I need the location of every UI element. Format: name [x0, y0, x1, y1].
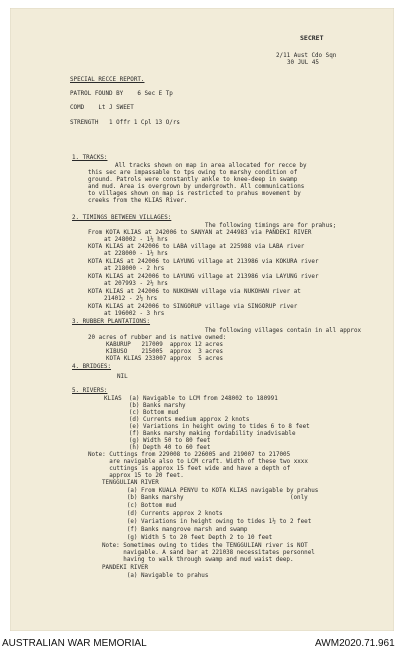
rivers-line: PANDEKI RIVER — [102, 565, 149, 571]
footer — [0, 635, 405, 653]
timings-line: From KOTA KLIAS at 242006 to SANYAN at 244983 via PANDEKI RIVER — [88, 230, 312, 236]
rubber-intro-continued: 20 acres of rubber and is native owned: — [88, 335, 227, 341]
document-page — [10, 8, 394, 631]
timings-line: KOTA KLIAS at 242006 to LAYUNG village at 213986 via KOKURA river — [88, 259, 319, 265]
rivers-line: TENGGULIAN RIVER — [102, 480, 159, 486]
patrol-found-by: PATROL FOUND BY 6 Sec E Tp — [70, 91, 173, 97]
rivers-line: (e) Variations in height owing to tides 1½ to 2 feet — [102, 519, 312, 525]
rubber-village-row: KOTA KLIAS 233007 approx 5 acres — [106, 356, 224, 362]
rivers-line: KLIAS (a) Navigable to LCM from 248002 to 180991 — [104, 396, 278, 402]
rivers-line: (f) Banks mangrove marsh and swamp — [102, 527, 248, 533]
rivers-line: (a) Navigable to prahus — [102, 573, 209, 579]
rivers-line: (b) Banks marshy — [104, 403, 186, 409]
classification-marking: SECRET — [300, 34, 324, 42]
timings-line: KOTA KLIAS at 242006 to NUKOHAN village via NUKOHAN river at — [88, 289, 301, 295]
timings-line: 214012 - 2½ hrs — [104, 296, 158, 302]
rivers-line: having to walk through swamp and mud waist deep. — [102, 557, 294, 563]
rubber-village-row: KIBUSO 215005 approx 3 acres — [106, 349, 224, 355]
tracks-line: this sec are impassable to tps owing to marshy condition of — [88, 170, 298, 176]
tracks-line: creeks from the KLIAS River. — [88, 198, 188, 204]
rubber-intro: The following villages contain in all approx — [205, 328, 362, 334]
tracks-line: and mud. Area is overgrown by undergrowth. All communications — [88, 184, 305, 190]
timings-line: KOTA KLIAS at 242006 to LABA village at 225988 via LABA river — [88, 244, 305, 250]
rivers-line: (g) Width 5 to 20 feet Depth 2 to 10 feet — [102, 535, 273, 541]
tracks-line: to villages shown on map is restricted to prahus movement by — [88, 191, 301, 197]
timings-intro: The following timings are for prahus; — [205, 223, 337, 229]
unit-designation: 2/11 Aust Cdo Sqn — [276, 53, 337, 59]
section-rivers-heading: 5. RIVERS: — [72, 388, 108, 394]
section-rubber-heading: 3. RUBBER PLANTATIONS: — [72, 319, 151, 325]
rivers-line: (c) Bottom mud — [102, 503, 177, 509]
patrol-commander: COMD Lt J SWEET — [70, 105, 134, 111]
section-tracks-heading: 1. TRACKS: — [72, 155, 108, 161]
footer-institution: AUSTRALIAN WAR MEMORIAL — [2, 638, 147, 649]
rivers-line: (d) Currents approx 2 knots — [102, 511, 223, 517]
rivers-line: (f) Banks marshy making fordability inadvisable — [104, 431, 296, 437]
timings-line: at 196002 - 3 hrs — [104, 311, 165, 317]
timings-line: at 218000 - 2 hrs — [104, 266, 165, 272]
timings-line: at 228000 - 1½ hrs — [104, 251, 168, 257]
section-timings-heading: 2. TIMINGS BETWEEN VILLAGES: — [72, 215, 172, 221]
rivers-line: (a) From KUALA PENYU to KOTA KLIAS navigable by prahus — [102, 488, 319, 494]
rivers-line: are navigable also to LCM craft. Width of these two xxxx — [88, 459, 308, 465]
rivers-line: (g) Width 50 to 80 feet — [104, 438, 211, 444]
section-bridges-heading: 4. BRIDGES: — [72, 364, 112, 370]
bridges-value: NIL — [117, 374, 128, 380]
rivers-line: Note: Sometimes owing to tides the TENGGULIAN river is NOT — [102, 543, 308, 549]
rivers-line: Note: Cuttings from 229008 to 226005 and 219007 to 217005 — [88, 452, 291, 458]
rivers-line: (b) Banks marshy (only — [102, 495, 308, 501]
rivers-line: (h) Depth 40 to 60 feet — [104, 445, 211, 451]
footer-accession-number: AWM2020.71.961 — [315, 638, 395, 649]
tracks-line: All tracks shown on map in area allocated for recce by — [115, 163, 307, 169]
timings-line: at 248002 - 1½ hrs — [104, 237, 168, 243]
report-date: 30 JUL 45 — [287, 60, 319, 66]
rivers-line: navigable. A sand bar at 221038 necessitates personnel — [102, 550, 315, 556]
rivers-line: (d) Currents medium approx 2 knots — [104, 417, 250, 423]
report-title: SPECIAL RECCE REPORT. — [70, 77, 145, 83]
timings-line: KOTA KLIAS at 242006 to SINGORUP village via SINGORUP river — [88, 304, 298, 310]
timings-line: KOTA KLIAS at 242006 to LAYUNG village at 213986 via LAYUNG river — [88, 274, 319, 280]
rivers-line: approx 15 to 20 feet. — [88, 473, 184, 479]
timings-line: at 207993 - 2½ hrs — [104, 281, 168, 287]
rivers-line: (e) Variations in height owing to tides 6 to 8 feet — [104, 424, 310, 430]
patrol-strength: STRENGTH 1 Offr 1 Cpl 13 O/rs — [70, 120, 180, 126]
rivers-line: cuttings is approx 15 feet wide and have a depth of — [88, 466, 291, 472]
rubber-village-row: KABURUP 217009 approx 12 acres — [106, 342, 224, 348]
rivers-line: (c) Bottom mud — [104, 410, 179, 416]
tracks-line: ground. Patrols were constantly ankle to knee-deep in swamp — [88, 177, 298, 183]
